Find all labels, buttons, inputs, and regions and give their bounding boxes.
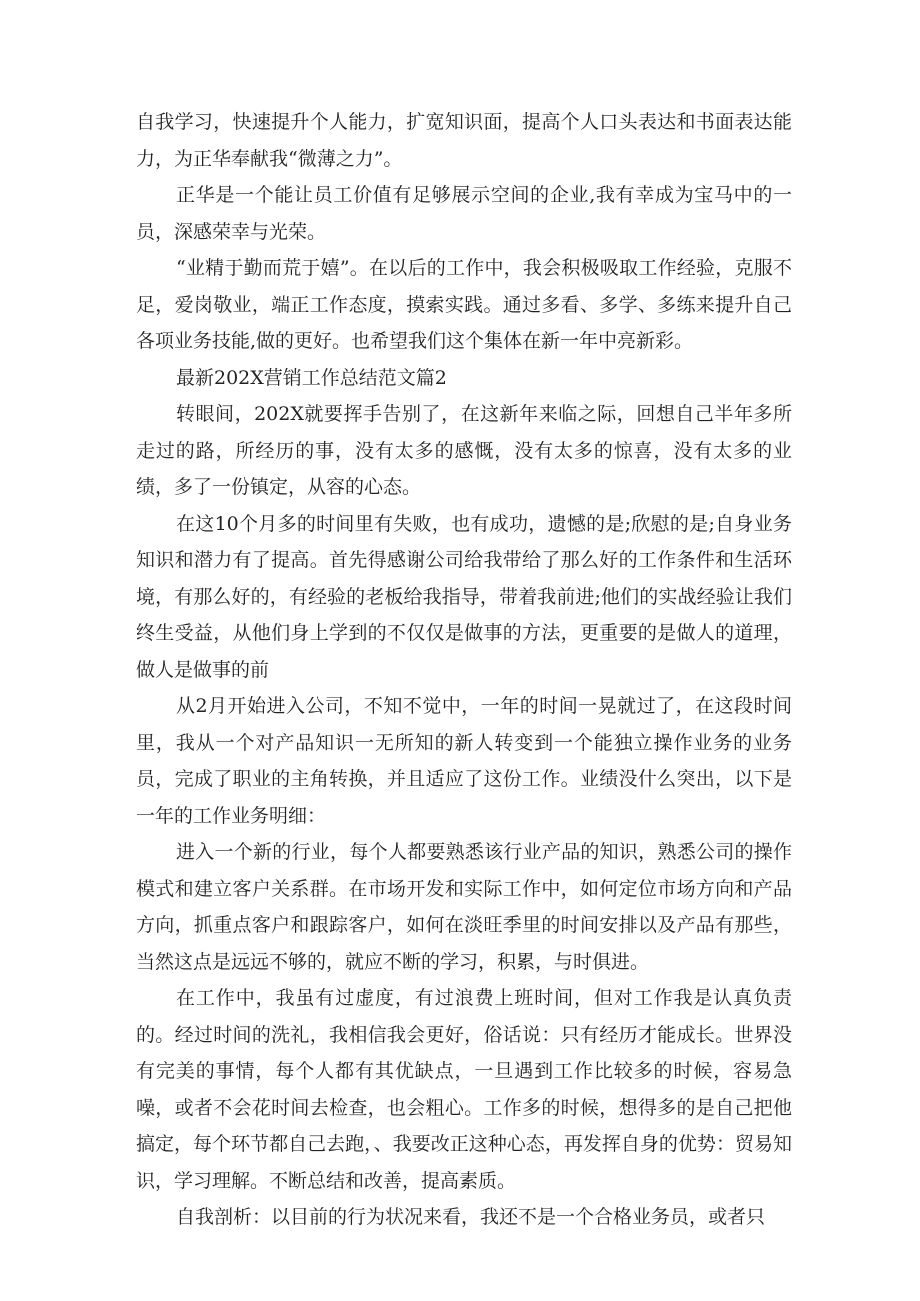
section-heading: 最新202X营销工作总结范文篇2 [176, 366, 447, 389]
paragraph: 进入一个新的行业，每个人都要熟悉该行业产品的知识，熟悉公司的操作模式和建立客户关系群。在市场开发和实际工作中，如何定位市场方向和产品方向，抓重点客户和跟踪客户，如何在淡旺季里的时间安排以及产品有那些，当然这点是远远不够的，就应不断的学习，积累，与时俱进。 [136, 841, 792, 973]
paragraph: 从2月开始进入公司，不知不觉中，一年的时间一晃就过了，在这段时间里，我从一个对产品知识一无所知的新人转变到一个能独立操作业务的业务员，完成了职业的主角转换，并且适应了这份工作。业绩没什么突出，以下是一年的工作业务明细： [136, 695, 792, 827]
paragraph: 在工作中，我虽有过虚度，有过浪费上班时间，但对工作我是认真负责的。经过时间的洗礼，我相信我会更好，俗话说：只有经历才能成长。世界没有完美的事情，每个人都有其优缺点，一旦遇到工作比较多的时候，容易急噪，或者不会花时间去检查，也会粗心。工作多的时候，想得多的是自己把他搞定，每个环节都自己去跑，、我要改正这种心态，再发挥自身的优势：贸易知识，学习理解。不断总结和改善，提高素质。 [136, 987, 792, 1192]
paragraph-continuation: 自我学习，快速提升个人能力，扩宽知识面，提高个人口头表达和书面表达能力，为正华奉献我“微薄之力”。 [136, 111, 792, 170]
document-body [136, 104, 792, 1236]
paragraph: 自我剖析：以目前的行为状况来看，我还不是一个合格业务员，或者只 [176, 1206, 766, 1228]
paragraph: 正华是一个能让员工价值有足够展示空间的企业,我有幸成为宝马中的一员，深感荣幸与光荣。 [136, 184, 792, 243]
paragraph: “业精于勤而荒于嬉”。在以后的工作中，我会积极吸取工作经验，克服不足，爱岗敬业，端正工作态度，摸索实践。通过多看、多学、多练来提升自己各项业务技能,做的更好。也希望我们这个集体在新一年中亮新彩。 [136, 257, 792, 352]
paragraph: 在这10个月多的时间里有失败，也有成功，遗憾的是;欣慰的是;自身业务知识和潜力有了提高。首先得感谢公司给我带给了那么好的工作条件和生活环境，有那么好的，有经验的老板给我指导，带着我前进;他们的实战经验让我们终生受益，从他们身上学到的不仅仅是做事的方法，更重要的是做人的道理，做人是做事的前 [136, 512, 792, 681]
paragraph: 转眼间，202X就要挥手告别了，在这新年来临之际，回想自己半年多所走过的路，所经历的事，没有太多的感慨，没有太多的惊喜，没有太多的业绩，多了一份镇定，从容的心态。 [136, 403, 792, 498]
